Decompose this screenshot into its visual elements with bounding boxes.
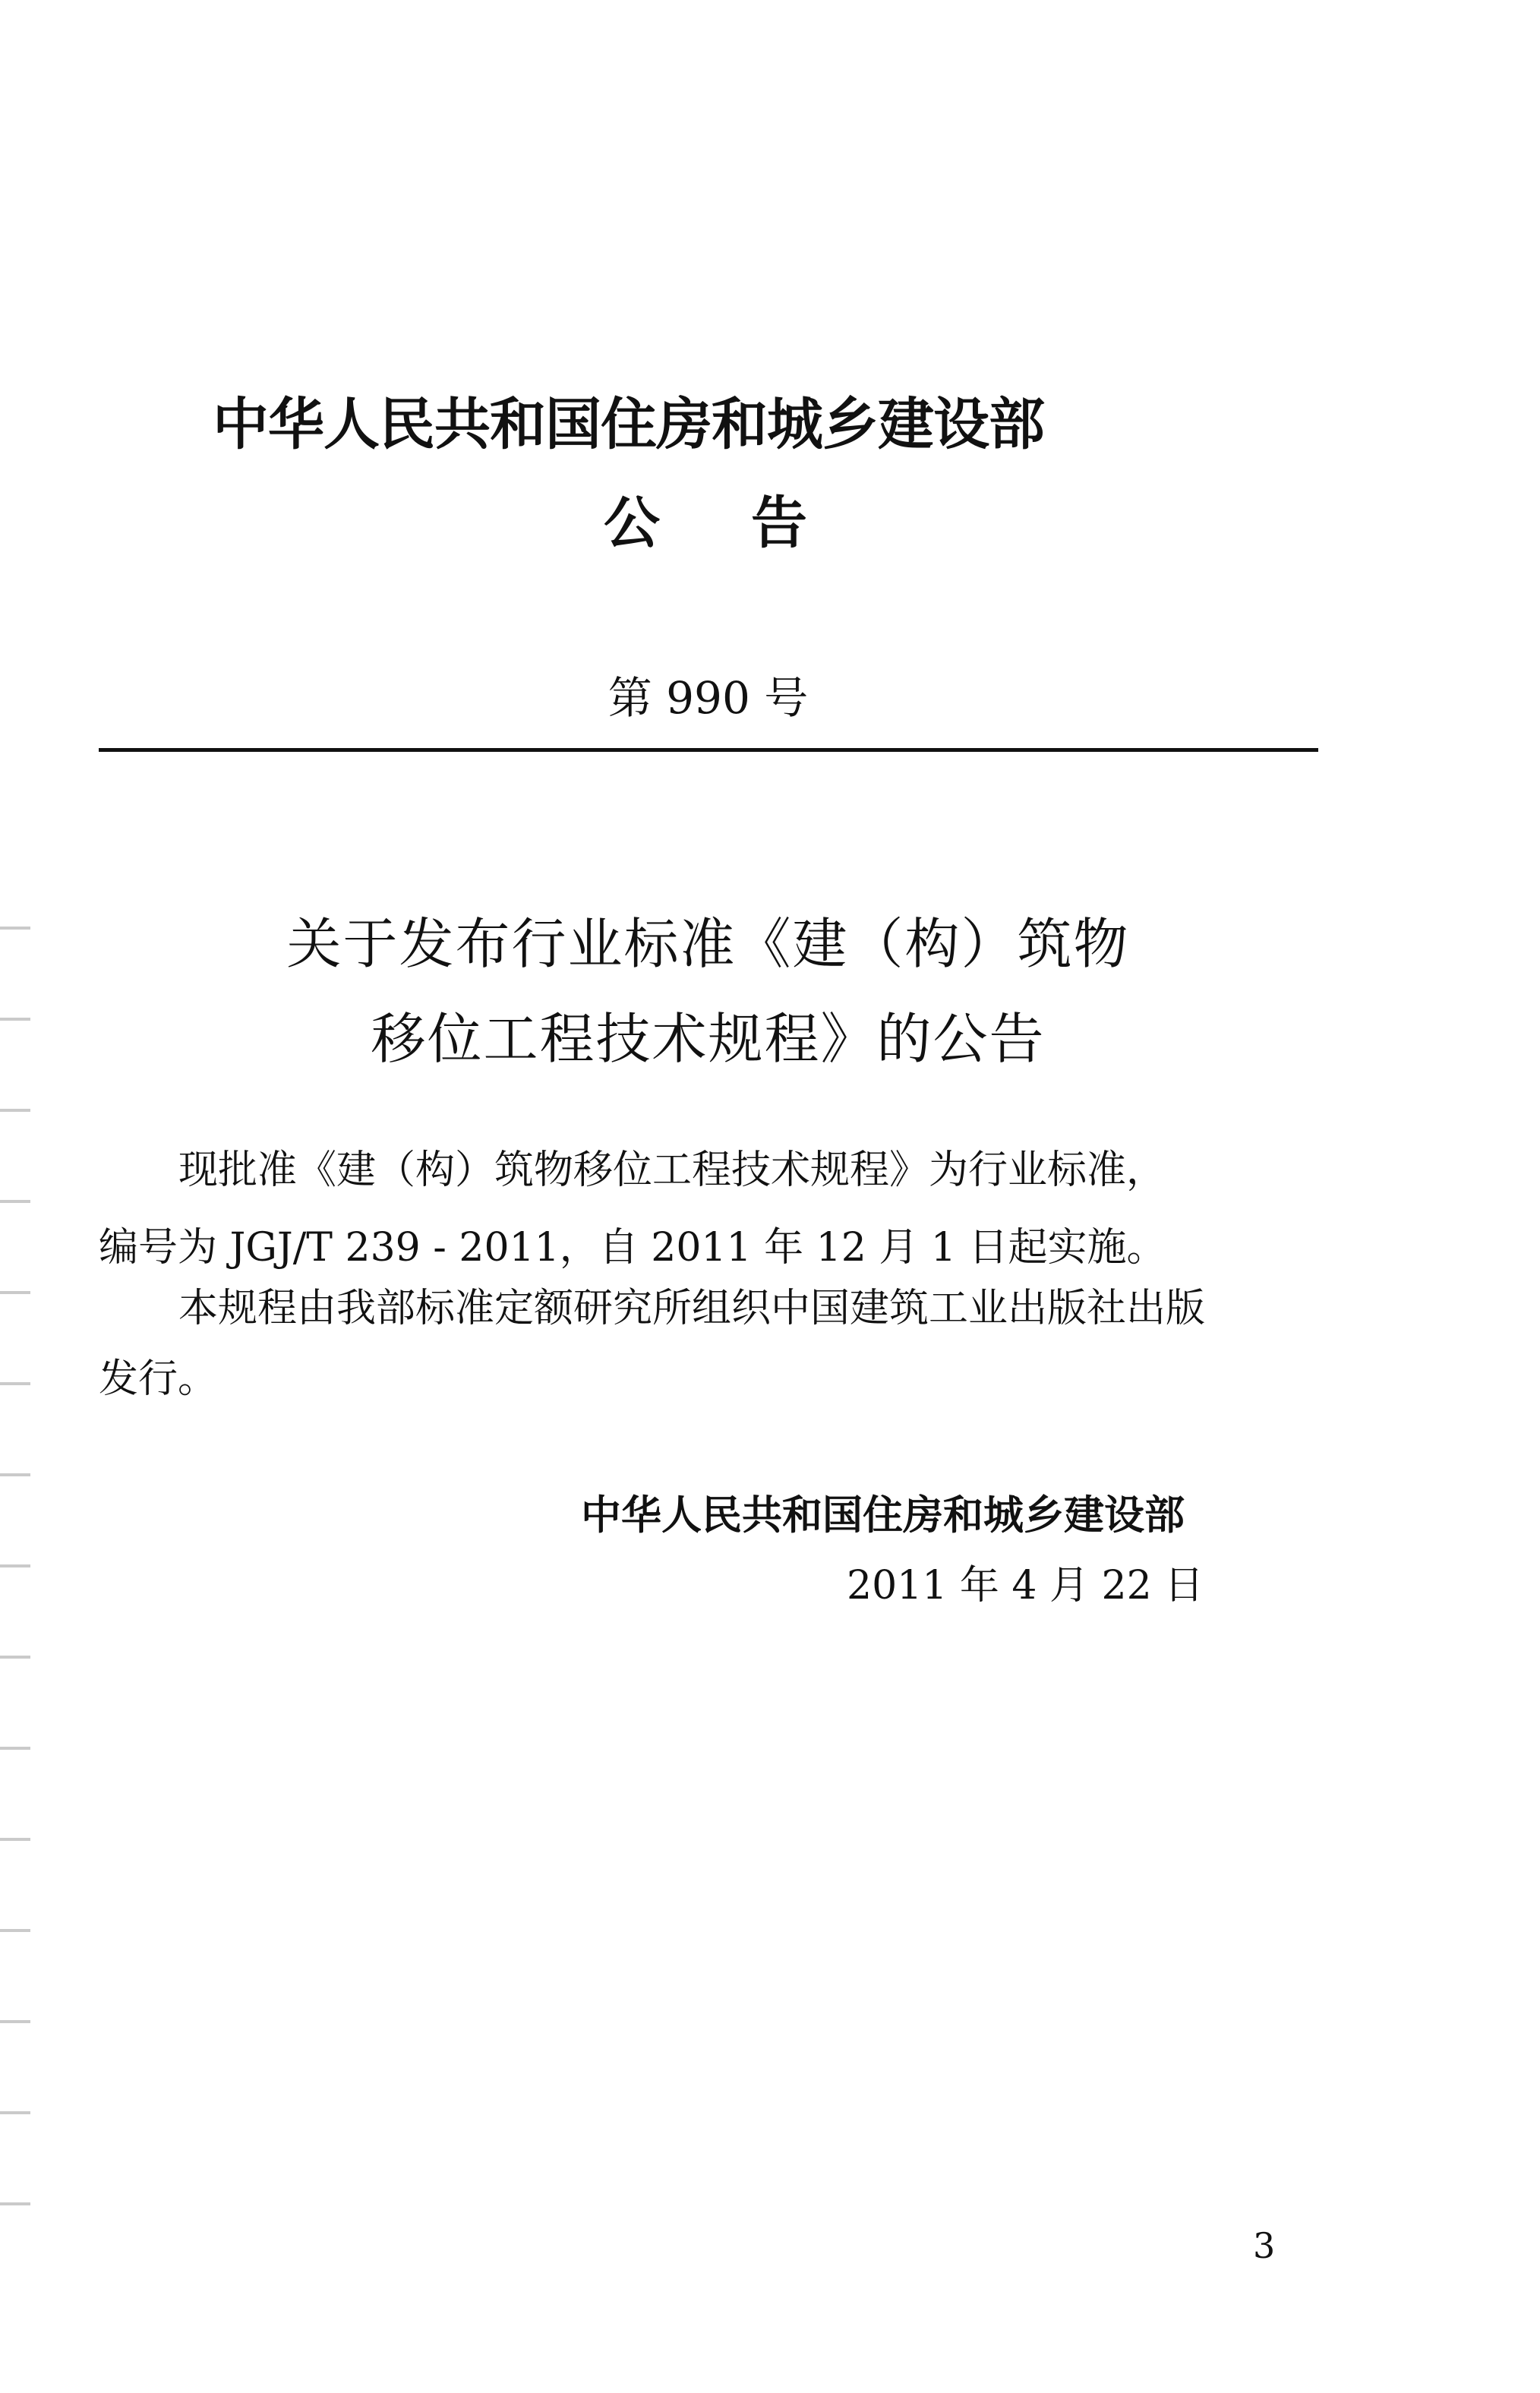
scan-edge-artifact [0, 873, 30, 2278]
body-paragraph-2-line-1: 本规程由我部标准定额研究所组织中国建筑工业出版社出版 [178, 1286, 1206, 1331]
announcement-number: 第 990 号 [607, 672, 809, 724]
body-paragraph-1-line-1: 现批准《建（构）筑物移位工程技术规程》为行业标准， [178, 1148, 1166, 1193]
body-paragraph-2-line-2: 发行。 [99, 1356, 218, 1402]
announcement-title-line-1: 关于发布行业标准《建（构）筑物 [286, 912, 1130, 976]
header-divider [99, 748, 1318, 752]
document-type-heading: 公告 [604, 491, 898, 556]
body-paragraph-1-line-2: 编号为 JGJ/T 239 - 2011，自 2011 年 12 月 1 日起实施。 [99, 1225, 1166, 1271]
announcement-title-line-2: 移位工程技术规程》的公告 [371, 1007, 1046, 1071]
signature-agency: 中华人民共和国住房和城乡建设部 [581, 1492, 1185, 1539]
signature-date: 2011 年 4 月 22 日 [847, 1563, 1204, 1608]
issuing-agency-heading: 中华人民共和国住房和城乡建设部 [213, 392, 1044, 457]
page-number: 3 [1253, 2225, 1276, 2266]
